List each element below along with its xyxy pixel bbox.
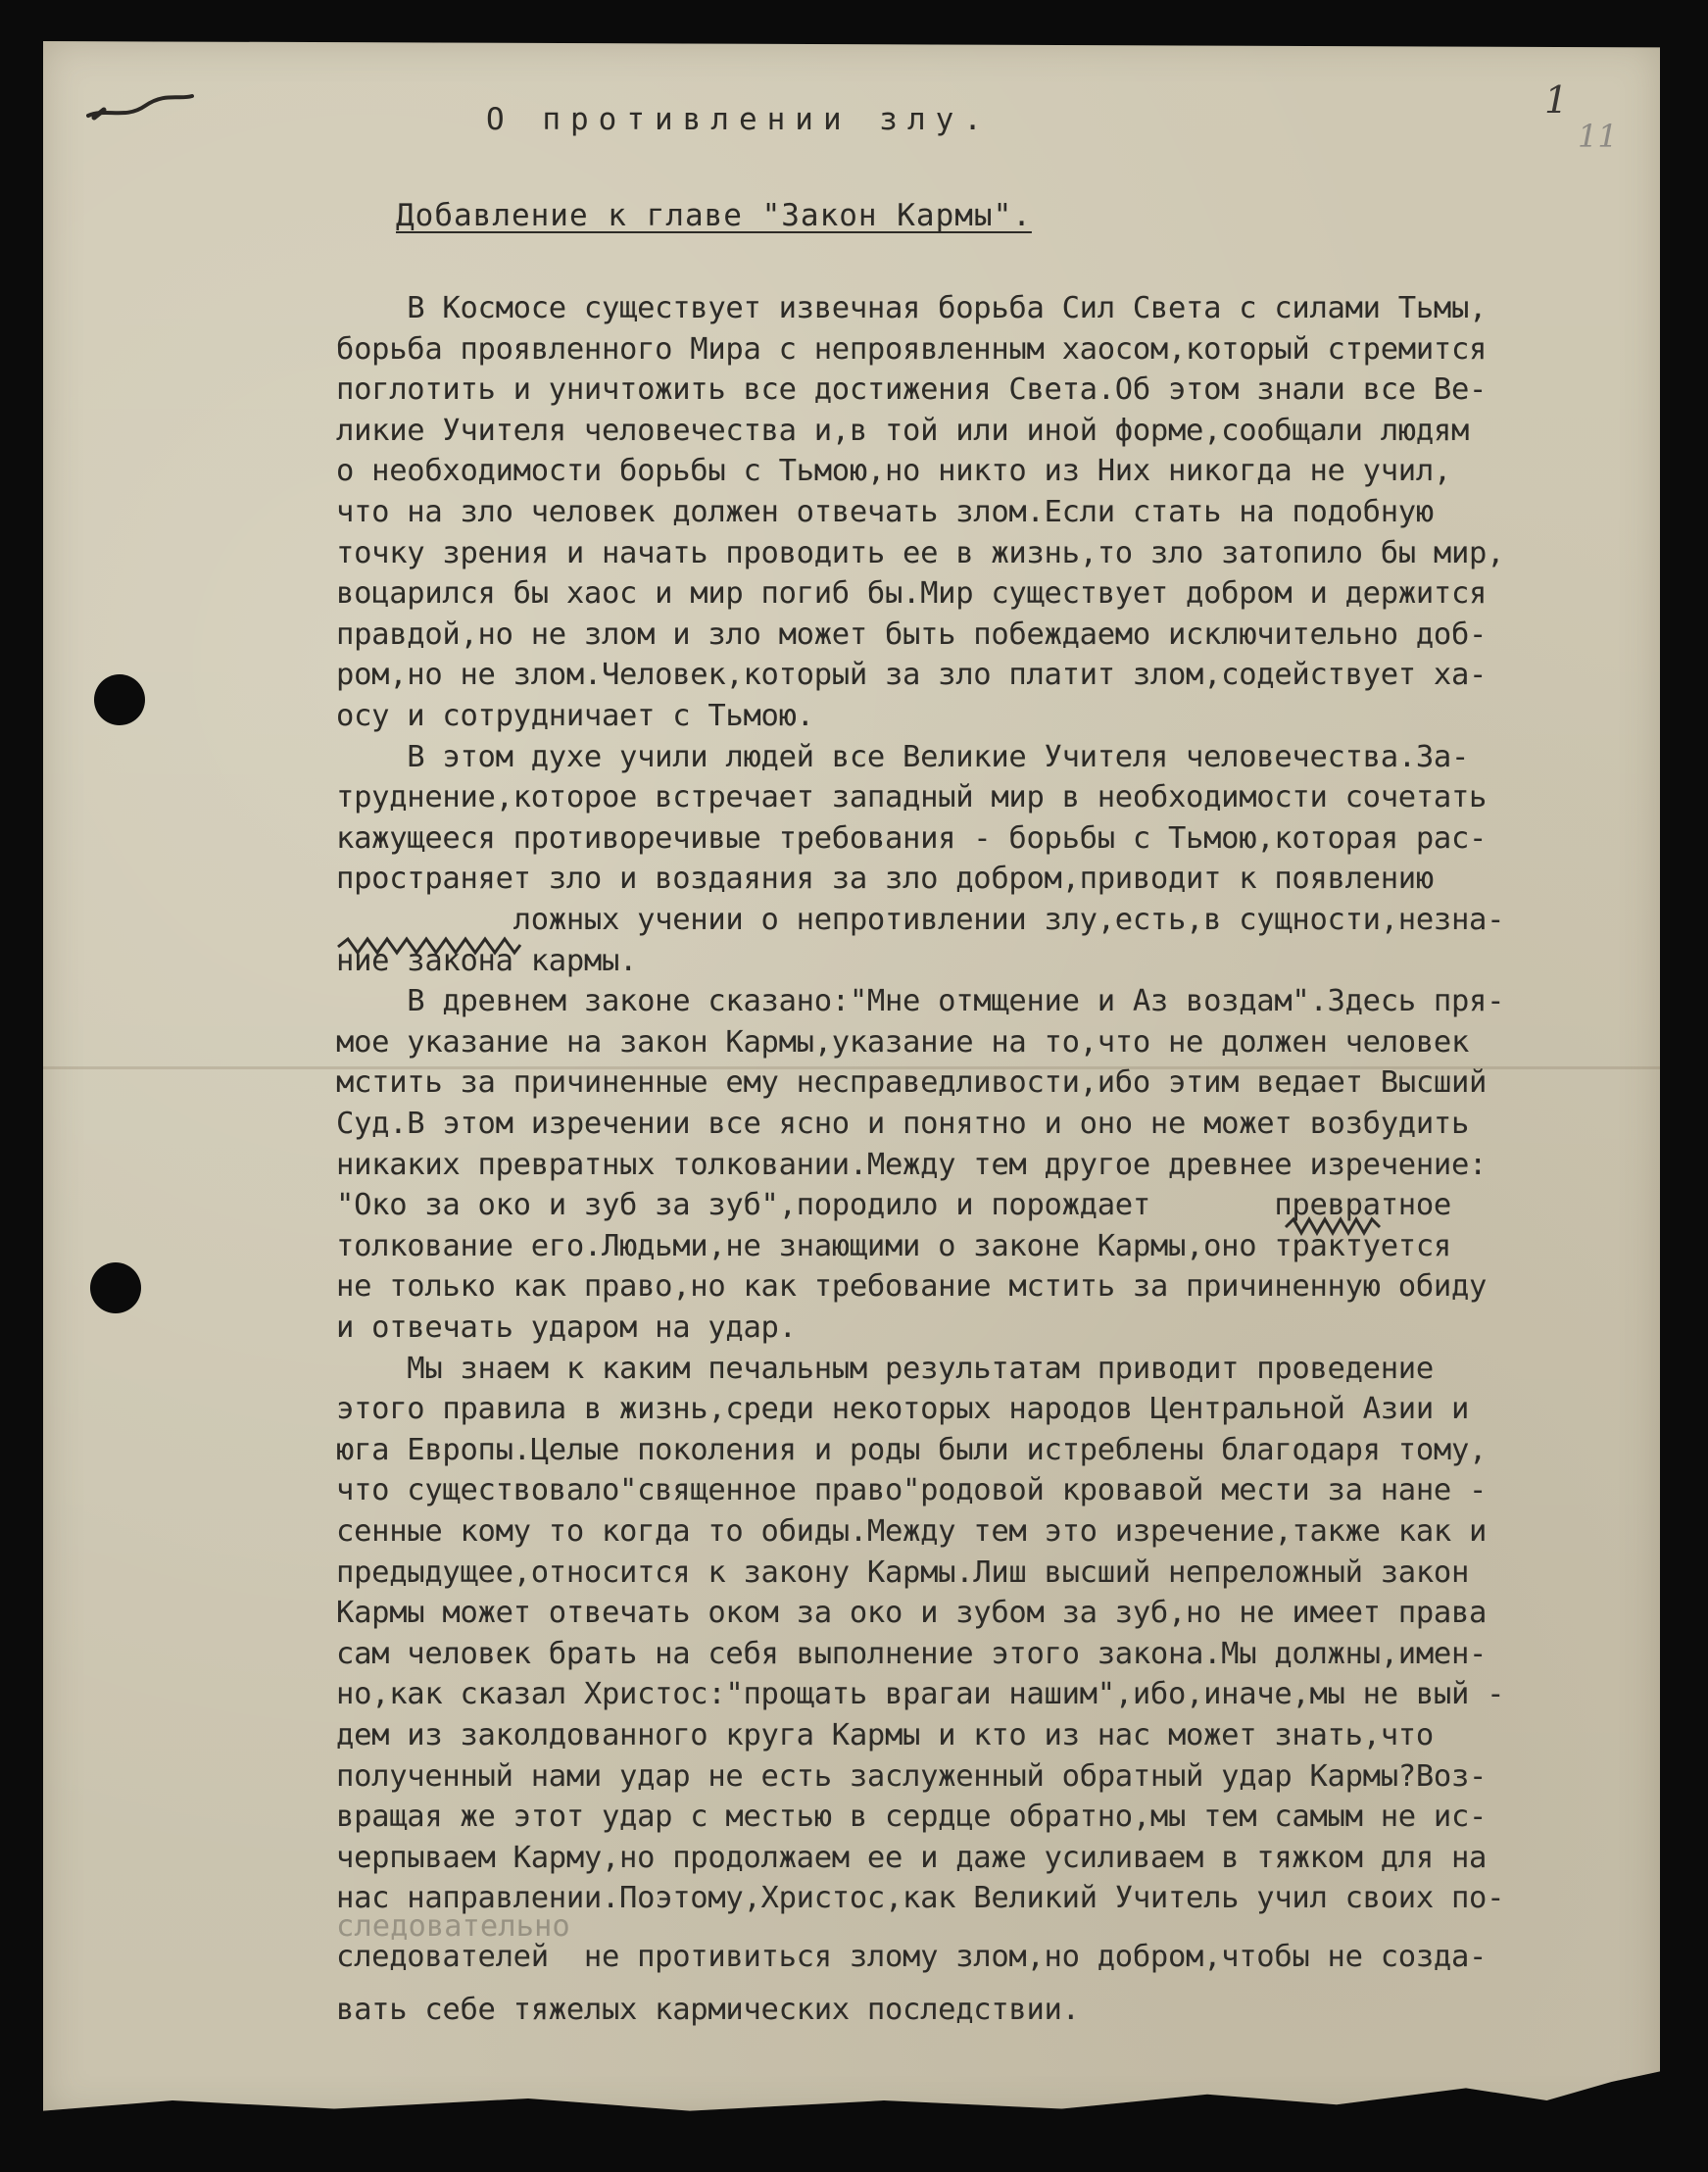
text-line: правдой,но не злом и зло может быть побеждаемо исключительно доб- [336,617,1488,652]
text-line: пространяет зло и воздаяния за зло добром,приводит к появлению [336,862,1434,897]
text-line: следователей не противиться злому злом,но добром,чтобы не созда- [336,1940,1488,1974]
text-line: черпываем Карму,но продолжаем ее и даже усиливаем в тяжком для на [336,1840,1488,1875]
text-line: нас направлении.Поэтому,Христос,как Великий Учитель учил своих по- [336,1881,1505,1916]
text-line: юга Европы.Целые поколения и роды были истреблены благодаря тому, [336,1432,1488,1467]
text-line: борьба проявленного Мира с непроявленным хаосом,который стремится [336,331,1488,367]
text-line: дем из заколдованного круга Кармы и кто из нас может знать,что [336,1718,1434,1752]
text-line: не только как право,но как требование мстить за причиненную обиду [336,1269,1488,1305]
text-line: труднение,которое встречает западный мир в необходимости сочетать [336,780,1488,815]
text-line: вать себе тяжелых кармических последствии. [336,1993,1080,2027]
text-line: В этом духе учили людей все Великие Учителя человечества.За- [336,739,1470,774]
text-line: мое указание на закон Кармы,указание на то,что не должен человек [336,1024,1470,1060]
text-line: но,как сказал Христос:"прощать врагаи нашим",ибо,иначе,мы не вый - [336,1677,1505,1712]
text-line: что существовало"священное право"родовой кровавой мести за нане - [336,1473,1488,1508]
text-line: что на зло человек должен отвечать злом.Если стать на подобную [336,495,1434,529]
crossed-out-word [1284,1215,1382,1237]
text-line: толкование его.Людьми,не знающими о законе Кармы,оно трактуется [336,1228,1451,1263]
overtyped-fragment: следовательно [336,1909,570,1944]
text-line: полученный нами удар не есть заслуженный обратный удар Кармы?Воз- [336,1758,1488,1794]
text-line: В древнем законе сказано:"Мне отмщение и Аз воздам".Здесь пря- [336,984,1505,1019]
crossed-out-word [336,935,522,957]
punch-hole-bottom [90,1262,141,1313]
text-line: кажущееся противоречивые требования - борьбы с Тьмою,которая рас- [336,820,1488,856]
text-line: ликие Учителя человечества и,в той или иной форме,сообщали людям [336,413,1470,448]
text-line: воцарился бы хаос и мир погиб бы.Мир существует добром и держится [336,576,1488,612]
text-line: осу и сотрудничает с Тьмою. [336,699,814,733]
text-line: сенные кому то когда то обиды.Между тем это изречение,также как и [336,1514,1488,1549]
text-line: ложных учении о непротивлении злу,есть,в сущности,незна- [336,903,1505,937]
text-line: В Космосе существует извечная борьба Сил Света с силами Тьмы, [336,291,1488,325]
text-line: ром,но не злом.Человек,который за зло платит злом,содействует ха- [336,658,1488,693]
text-line: ние закона кармы. [336,943,638,978]
text-line: о необходимости борьбы с Тьмою,но никто из Них никогда не учил, [336,454,1451,489]
punch-hole-top [94,674,145,725]
document-title: О противлении злу. [486,102,992,137]
pen-mark-icon [86,90,194,129]
text-line: "Око за око и зуб за зуб",породило и порождает превратное [336,1188,1451,1223]
text-line: предыдущее,относится к закону Кармы.Лиш высший непреложный закон [336,1555,1470,1590]
text-line: поглотить и уничтожить все достижения Света.Об этом знали все Ве- [336,372,1488,408]
text-line: никаких превратных толковании.Между тем другое древнее изречение: [336,1147,1488,1182]
text-line: сам человек брать на себя выполнение этого закона.Мы должны,имен- [336,1636,1488,1671]
text-line: Мы знаем к каким печальным результатам приводит проведение [336,1351,1434,1386]
text-line: точку зрения и начать проводить ее в жизнь,то зло затопило бы мир, [336,535,1505,570]
text-line: Кармы может отвечать оком за око и зубом за зуб,но не имеет права [336,1596,1488,1631]
archive-page-number: 11 [1578,118,1618,155]
text-line: этого правила в жизнь,среди некоторых народов Центральной Азии и [336,1392,1470,1427]
document-subtitle: Добавление к главе "Закон Кармы". [396,198,1032,233]
text-line: Суд.В этом изречении все ясно и понятно и оно не может возбудить [336,1107,1470,1141]
page-number: 1 [1544,78,1569,122]
text-line: мстить за причиненные ему несправедливости,ибо этим ведает Высший [336,1065,1488,1101]
text-line: и отвечать ударом на удар. [336,1310,797,1345]
text-line: вращая же этот удар с местью в сердце обратно,мы тем самым не ис- [336,1800,1488,1835]
